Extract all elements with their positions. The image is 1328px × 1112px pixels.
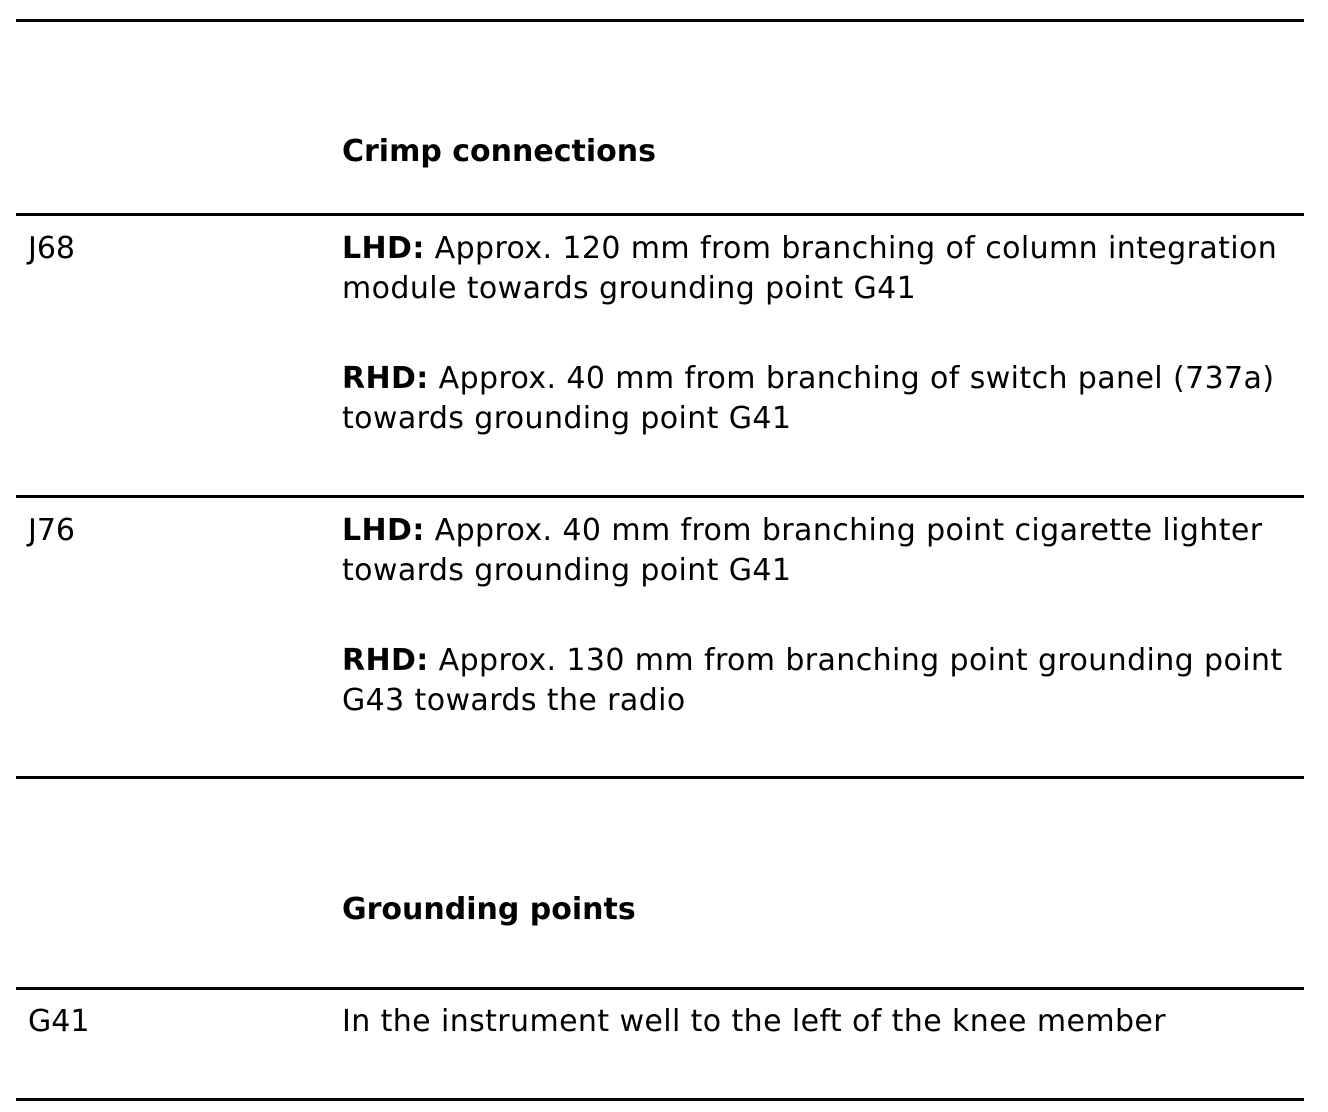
row-code: J76 [28, 513, 76, 548]
entry-label: LHD: [342, 231, 425, 266]
section-heading-grounding-points: Grounding points [342, 892, 636, 927]
entry-text: In the instrument well to the left of the knee member [342, 1004, 1166, 1039]
entry-text: Approx. 40 mm from branching point cigarette lighter towards grounding point G41 [342, 513, 1263, 588]
section-end-divider [16, 776, 1304, 779]
top-divider [16, 19, 1304, 22]
entry-label: LHD: [342, 513, 425, 548]
entry-label: RHD: [342, 361, 429, 396]
entry-lhd [342, 229, 1302, 309]
entry-rhd [342, 359, 1302, 439]
bottom-divider [16, 1098, 1304, 1101]
entry-rhd [342, 641, 1302, 721]
row-code: J68 [28, 231, 76, 266]
entry-text: Approx. 130 mm from branching point grounding point G43 towards the radio [342, 643, 1283, 718]
section-header-divider [16, 213, 1304, 216]
section-heading-crimp-connections: Crimp connections [342, 134, 656, 169]
row-divider [16, 495, 1304, 498]
entry-label: RHD: [342, 643, 429, 678]
row-code: G41 [28, 1004, 90, 1039]
entry-location [342, 1002, 1302, 1042]
section-header-divider [16, 987, 1304, 990]
entry-text: Approx. 40 mm from branching of switch panel (737a) towards grounding point G41 [342, 361, 1275, 436]
entry-text: Approx. 120 mm from branching of column integration module towards grounding point G41 [342, 231, 1278, 306]
entry-lhd [342, 511, 1302, 591]
